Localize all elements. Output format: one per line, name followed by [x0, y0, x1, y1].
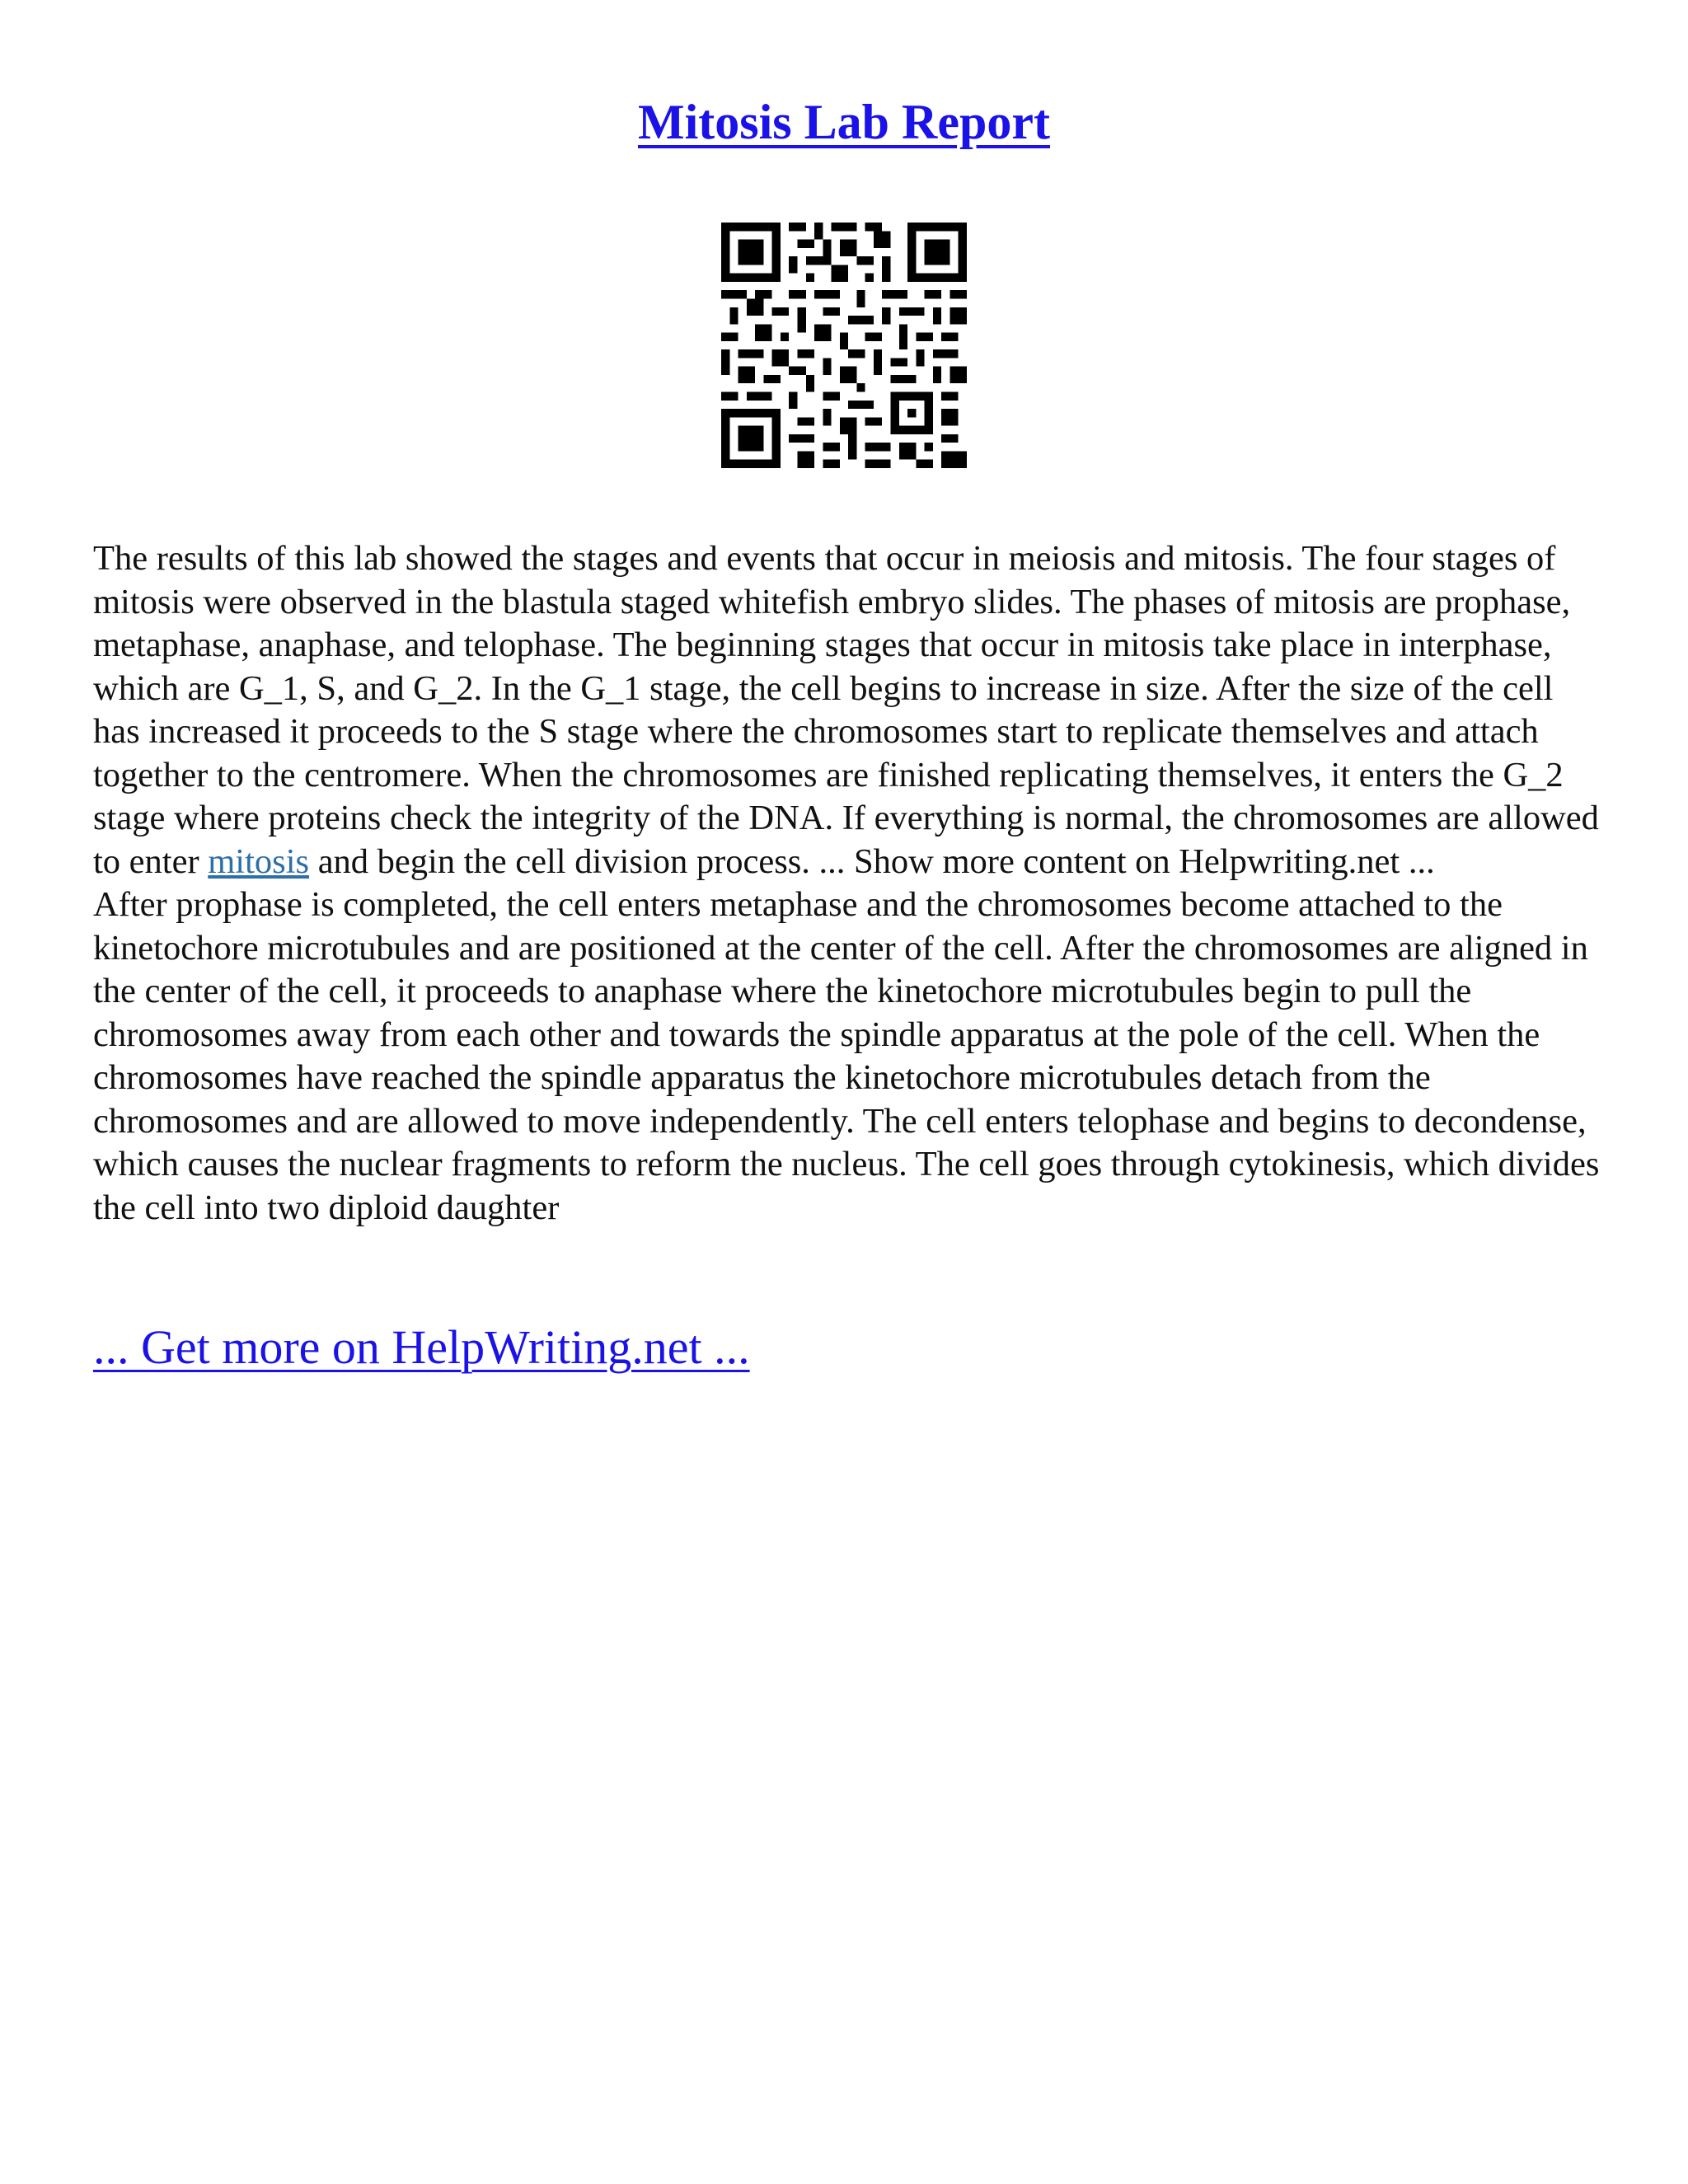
mitosis-inline-link[interactable]: mitosis	[208, 841, 310, 881]
get-more-link[interactable]: ... Get more on HelpWriting.net ...	[93, 1320, 750, 1374]
paragraph-1	[93, 537, 1601, 883]
qr-code-icon	[721, 223, 967, 468]
page-title	[0, 89, 1688, 155]
paragraph-1-text-end: and begin the cell division process. ... Show more content on Helpwriting.net ...	[309, 841, 1435, 881]
article-body	[93, 537, 1601, 1230]
paragraph-1-text-start: The results of this lab showed the stages and events that occur in meiosis and mitosis. The four stages of mitosis were observed in the blastula staged whitefish embryo slides. The phases of mitosis are prophase, metaphase, anaphase, and telophase. The beginning stages that occur in mitosis take place in interphase, which are G_1, S, and G_2. In the G_1 stage, the cell begins to increase in size. After the size of the cell has increased it proceeds to the S stage where the chromosomes start to replicate themselves and attach together to the centromere. When the chromosomes are finished replicating themselves, it enters the G_2 stage where proteins check the integrity of the DNA. If everything is normal, the chromosomes are allowed to enter	[93, 539, 1599, 881]
paragraph-2: After prophase is completed, the cell enters metaphase and the chromosomes become attached to the kinetochore microtubules and are positioned at the center of the cell. After the chromosomes are aligned in the center of the cell, it proceeds to anaphase where the kinetochore microtubules begin to pull the chromosomes away from each other and towards the spindle apparatus at the pole of the cell. When the chromosomes have reached the spindle apparatus the kinetochore microtubules detach from the chromosomes and are allowed to move independently. The cell enters telophase and begins to decondense, which causes the nuclear fragments to reform the nucleus. The cell goes through cytokinesis, which divides the cell into two diploid daughter	[93, 885, 1600, 1227]
get-more-container	[93, 1319, 750, 1376]
title-link[interactable]: Mitosis Lab Report	[638, 95, 1050, 149]
